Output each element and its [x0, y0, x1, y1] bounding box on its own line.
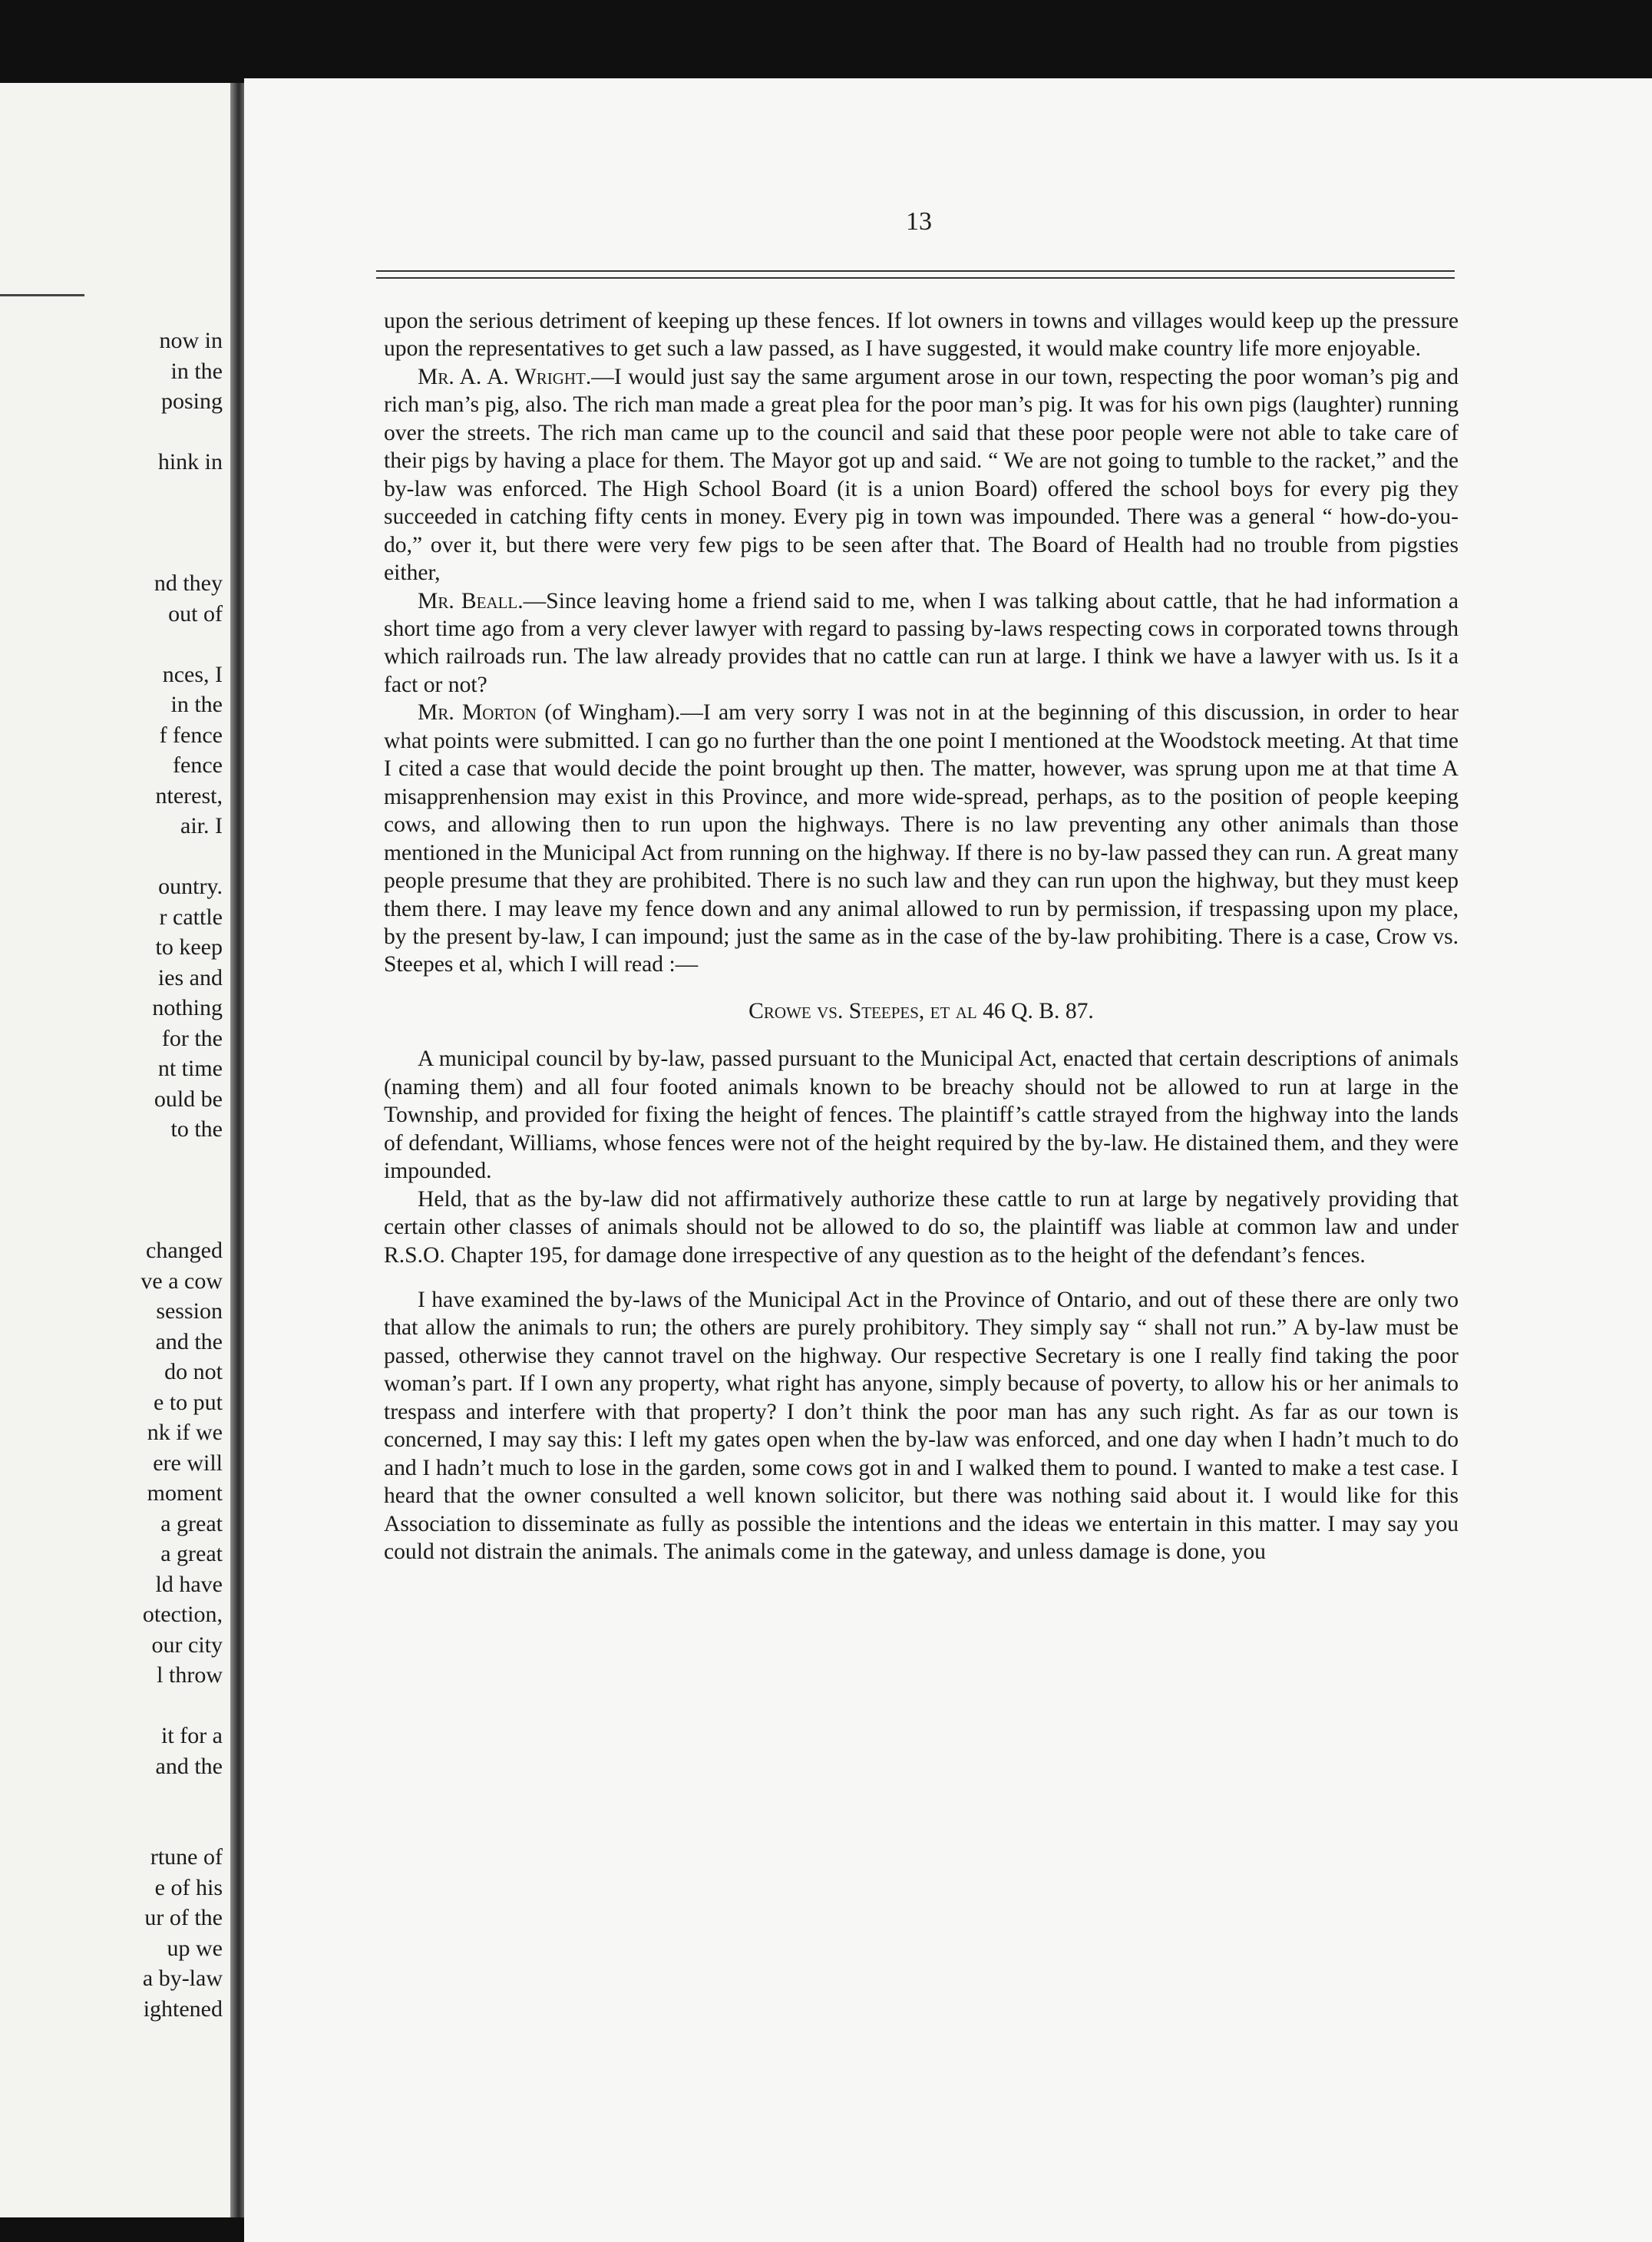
header-double-rule — [376, 270, 1455, 279]
left-page-fragment: f fence — [159, 722, 223, 748]
left-page-fragment: out of — [168, 600, 223, 627]
left-page-fragment: ere will — [153, 1450, 223, 1476]
left-page-fragment: for the — [161, 1025, 223, 1051]
left-page-fragment: ountry. — [158, 874, 223, 899]
page-number: 13 — [906, 207, 932, 236]
left-page-fragment: nterest, — [155, 782, 223, 809]
left-page-fragment: hink in — [157, 449, 223, 475]
case-title: Crowe vs. Steepes, et al 46 Q. B. 87. — [748, 998, 1094, 1023]
left-page-fragment: in the — [170, 692, 223, 717]
paragraph-held: Held, that as the by-law did not affirmatively authorize these cattle to run at large by negatively providing that certain other classes of animals should not be allowed to do so, the plaintiff was liable at common law and under R.S.O. Chapter 195, for damage done irrespective of any question as to the height of the defendant’s fences. — [384, 1186, 1459, 1268]
left-page-fragment: our city — [151, 1632, 223, 1658]
speaker-name: Mr. Morton — [418, 700, 537, 726]
left-page-fragment: to keep — [155, 934, 223, 960]
left-page-fragment: to the — [170, 1116, 223, 1142]
left-page-fragment: l throw — [157, 1662, 223, 1688]
left-page-fragment: ve a cow — [140, 1268, 223, 1294]
left-page-fragment: nt time — [157, 1056, 223, 1081]
left-page-fragment: air. I — [180, 813, 223, 838]
left-facing-page — [0, 83, 230, 2217]
left-page-fragment: a great — [160, 1541, 223, 1566]
left-page-fragment: ightened — [143, 1996, 223, 2022]
left-page-fragment: r cattle — [159, 904, 223, 930]
paragraph-bylaws: I have examined the by-laws of the Municipal Act in the Province of Ontario, and out of these there are only two that allow the animals to run; the others are purely prohibitory. They simply say “ shall not run.” A by-law must be passed, otherwise they cannot travel on the highway. Our respective Secretary is one I really find taking the poor woman’s part. If I own any property, what right has anyone, simply because of poverty, to allow his or her animals to trespass and interfere with that property? I don’t think the poor man has any such right. As far as our town is concerned, I may say this: I left my gates open when the by-law was enforced, and one day when I hadn’t much to do and I hadn’t much to lose in the garden, some cows got in and I walked them to pound. I wanted to make a test case. I heard that the owner consulted a well known solicitor, but there was nothing said about it. I would like for this Association to disseminate as fully as possible the intentions and the ideas we entertain in this matter. I may say you could not distrain the animals. The animals come in the gateway, and unless damage is done, you — [384, 1287, 1459, 1565]
left-page-fragment: it for a — [161, 1723, 223, 1748]
speaker-name: Mr. A. A. Wright. — [418, 364, 592, 389]
speech-text: (of Wingham).—I am very sorry I was not in at the beginning of this discussion, in order to hear what points were submitted. I can go no further than the one point I mentioned at the Woodstock meeting. At that time I cited a case that would decide the point brought up then. The matter, however, was sprung upon me at that time A misapprenhension may exist in this Province, and more wide-spread, perhaps, as to the position of people keeping cows, and allowing then to run upon the highways. There is no law preventing any other animals than those mentioned in the Municipal Act from running on the highway. If there is no by-law passed they can run. A great many people presume that they are prohibited. There is no such law and they can run upon the highway, but they must keep them there. I may leave my fence down and any animal allowed to run by permission, if trespassing upon my place, by the present by-law, I can impound; just the same as in the case of the by-law prohibiting. There is a case, Crow vs. Steepes et al, which I will read :— — [384, 700, 1459, 977]
left-page-fragment: e to put — [154, 1389, 223, 1415]
paragraph-continuation: upon the serious detriment of keeping up these fences. If lot owners in towns and villages would keep up the pressure upon the representatives to get such a law passed, as I have suggested, it would make country life more enjoyable. — [384, 309, 1459, 362]
page-body — [384, 307, 1459, 1566]
left-page-fragment: posing — [160, 389, 223, 414]
paragraph-case-summary: A municipal council by by-law, passed pursuant to the Municipal Act, enacted that certain descriptions of animals (naming them) and all four footed animals known to be breachy should not be allowed to run at large in the Township, and provided for fixing the height of fences. The plaintiff’s cattle strayed from the highway into the lands of defendant, Williams, whose fences were not of the height required by the by-law. He distained them, and they were impounded. — [384, 1047, 1459, 1184]
left-page-fragment: moment — [147, 1480, 223, 1506]
speaker-name: Mr. Beall. — [418, 588, 524, 613]
speech-text: —Since leaving home a friend said to me, when I was talking about cattle, that he had information a short time ago from a very clever lawyer with regard to passing by-laws respecting cows in corporated towns through which railroads run. The law already provides that no cattle can run at large. I think we have a lawyer with us. Is it a fact or not? — [384, 588, 1459, 697]
left-page-fragment: e of his — [154, 1874, 223, 1900]
speech-text: —I would just say the same argument arose in our town, respecting the poor woman’s pig and rich man’s pig, also. The rich man made a great plea for the poor man’s pig. It was for his own pigs (laughter) running over the streets. The rich man came up to the council and said that these poor people were not able to take care of their pigs by having a place for them. The Mayor got up and said. “ We are not going to tumble to the racket,” and the by-law was enforced. The High School Board (it is a union Board) offered the school boys for every pig they succeeded in catching fifty cents in money. Every pig in town was impounded. There was a general “ how-do-you-do,” over it, but there were very few pigs to be seen after that. The Board of Health had no trouble from pigsties either, — [384, 364, 1459, 586]
left-page-fragment: nothing — [152, 995, 223, 1020]
left-page-fragment: do not — [164, 1359, 223, 1384]
book-gutter — [230, 83, 244, 2217]
left-page-fragment: rtune of — [150, 1844, 223, 1870]
left-page-fragment: ld have — [155, 1571, 223, 1597]
left-page-fragment: otection, — [142, 1602, 223, 1627]
paragraph-wright — [384, 363, 1459, 587]
left-page-fragment: fence — [173, 752, 223, 778]
left-page-fragment: ur of the — [144, 1905, 223, 1930]
left-page-fragment: and the — [155, 1753, 223, 1779]
left-page-fragment: changed — [146, 1238, 223, 1263]
left-page-fragment: a great — [160, 1510, 223, 1536]
left-page-fragment: nces, I — [162, 661, 223, 687]
left-page-fragment: session — [156, 1298, 223, 1324]
left-page-fragment: in the — [170, 358, 223, 384]
left-page-fragment: up we — [167, 1935, 223, 1961]
left-page-fragment: now in — [159, 328, 223, 353]
left-page-fragment: nk if we — [147, 1420, 223, 1445]
left-page-fragment: a by-law — [142, 1966, 223, 1991]
left-page-fragment: ould be — [154, 1086, 223, 1112]
paragraph-morton — [384, 699, 1459, 979]
left-page-fragment: ies and — [157, 964, 223, 990]
paragraph-beall — [384, 587, 1459, 699]
left-page-fragment: nd they — [154, 570, 223, 596]
left-page-rule — [0, 294, 84, 296]
left-page-fragment: and the — [155, 1328, 223, 1354]
